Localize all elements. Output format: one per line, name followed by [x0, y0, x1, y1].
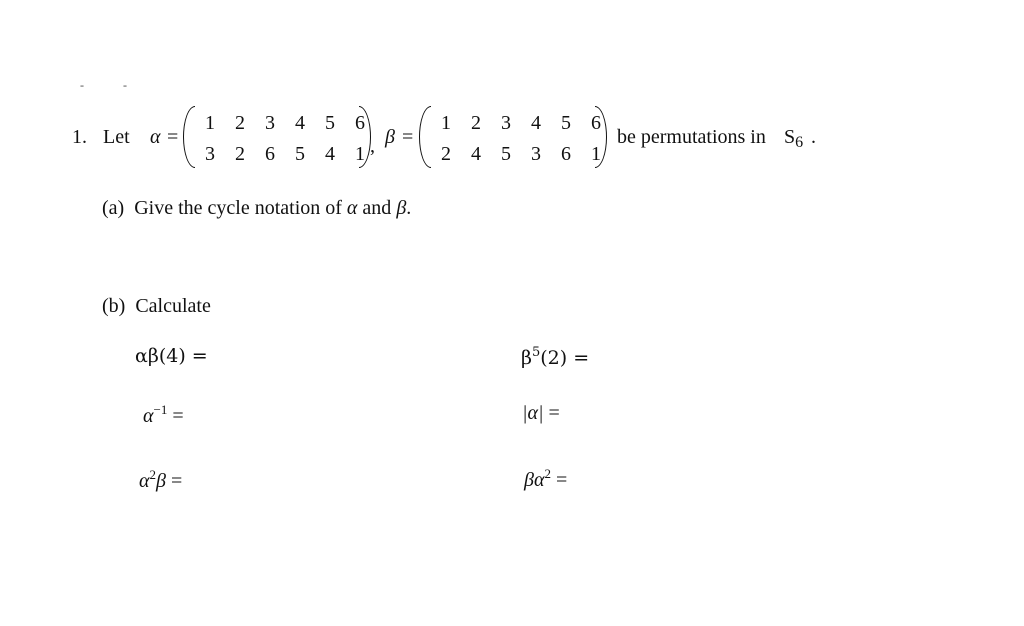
- matrix-cell: 4: [471, 143, 481, 165]
- matrix-cell: 5: [561, 112, 571, 134]
- matrix-cell: 2: [471, 112, 481, 134]
- matrix-cell: 6: [591, 112, 601, 134]
- left-paren: [183, 106, 195, 168]
- expr-beta-5-of-2: $\beta^5(2)$ =: [521, 345, 590, 369]
- matrix-cell: 2: [441, 143, 451, 165]
- group-symbol: $S_6$: [784, 126, 804, 151]
- part-b-label: (b): [102, 295, 126, 317]
- beta-permutation-matrix: [419, 106, 607, 168]
- matrix-cell: 3: [205, 143, 215, 165]
- matrix-cell: 4: [295, 112, 305, 134]
- period: .: [811, 126, 816, 148]
- header-marks: - -: [80, 78, 145, 92]
- part-a-label: (a): [102, 197, 125, 219]
- matrix-cell: 3: [531, 143, 541, 165]
- be-permutations-text: be permutations in: [617, 126, 766, 148]
- and-text: and: [362, 197, 392, 219]
- matrix-cell: 4: [531, 112, 541, 134]
- matrix-cell: 2: [235, 112, 245, 134]
- matrix-cell: 1: [441, 112, 451, 134]
- matrix-cell: 6: [265, 143, 275, 165]
- matrix-cell: 1: [355, 143, 365, 165]
- period: .: [406, 197, 412, 219]
- comma: ,: [370, 135, 375, 157]
- part-b: [102, 296, 211, 316]
- alpha-symbol: α: [346, 197, 358, 219]
- beta-symbol: β: [396, 197, 407, 219]
- matrix-cell: 3: [265, 112, 275, 134]
- beta-symbol: β: [385, 126, 395, 148]
- matrix-cell: 5: [295, 143, 305, 165]
- matrix-cell: 2: [235, 143, 245, 165]
- matrix-cell: 4: [325, 143, 335, 165]
- matrix-cell: 1: [591, 143, 601, 165]
- matrix-cell: 3: [501, 112, 511, 134]
- expr-alpha-beta-4: αβ(4) =: [135, 345, 208, 367]
- matrix-cell: 6: [561, 143, 571, 165]
- matrix-cell: 5: [325, 112, 335, 134]
- part-b-text: Calculate: [135, 295, 211, 317]
- beta-equals: =: [402, 126, 414, 148]
- part-a-text: Give the cycle notation of: [134, 197, 342, 219]
- matrix-cell: 1: [205, 112, 215, 134]
- matrix-cell: 5: [501, 143, 511, 165]
- alpha-symbol: α: [150, 126, 161, 148]
- expr-beta-alpha-squared: $\beta\alpha^2$ =: [524, 466, 568, 491]
- problem-number: 1.: [72, 126, 87, 148]
- group-subscript: 6: [795, 134, 804, 151]
- alpha-permutation-matrix: [183, 106, 371, 168]
- let-text: Let: [103, 126, 130, 148]
- left-paren: [419, 106, 431, 168]
- expr-alpha-inverse: $\alpha^{-1}$ =: [143, 402, 184, 427]
- alpha-equals: =: [167, 126, 179, 148]
- matrix-cell: 6: [355, 112, 365, 134]
- expr-alpha-squared-beta: $\alpha^2\beta$ =: [139, 467, 183, 492]
- expr-order-alpha: |α| =: [522, 402, 560, 424]
- part-a: [102, 198, 411, 218]
